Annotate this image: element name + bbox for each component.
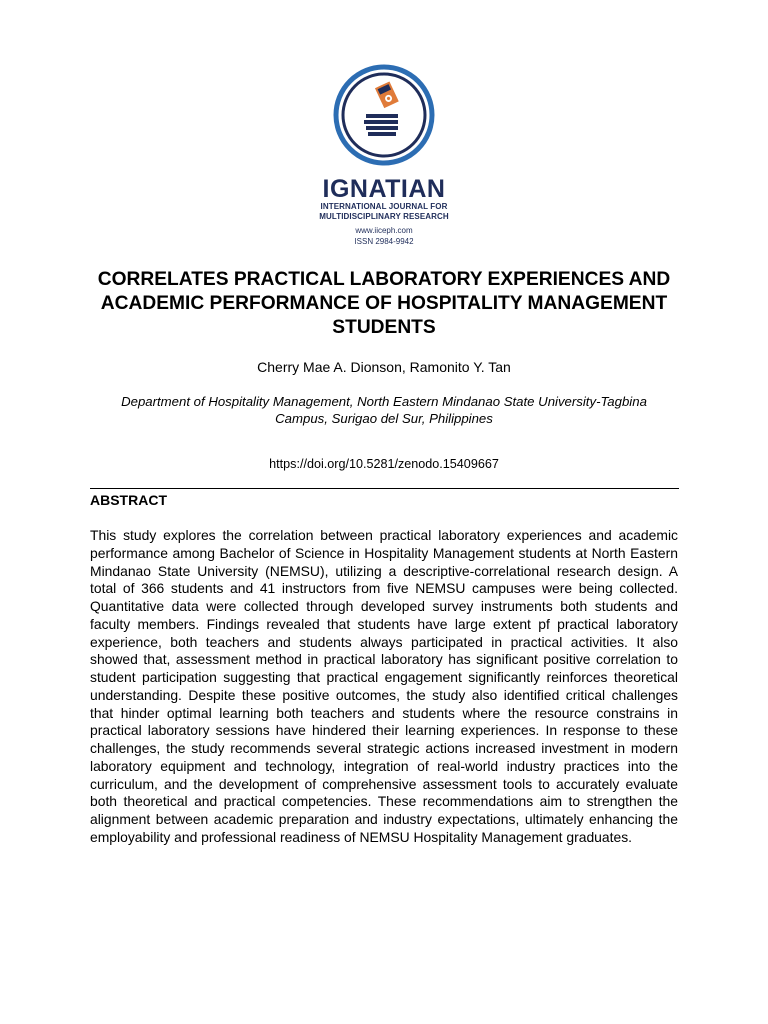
journal-emblem-icon <box>332 56 436 174</box>
journal-name: IGNATIAN <box>322 175 446 203</box>
journal-logo <box>296 56 472 256</box>
paper-authors: Cherry Mae A. Dionson, Ramonito Y. Tan <box>257 359 511 375</box>
paper-affiliation: Department of Hospitality Management, North Eastern Mindanao State University-Tagbina Campus, Surigao del Sur, Philippines <box>121 394 647 426</box>
abstract-text: This study explores the correlation between practical laboratory experiences and academic performance among Bachelor of Science in Hospitality Management students at North Eastern Mindanao State University (NEMSU), utilizing a descriptive-correlational research design. A total of 366 students and 41 instructors from five NEMSU campuses were being collected. Quantitative data were collected through developed survey instruments both students and faculty members. Findings revealed that students have large extent pf practical laboratory experience, both teachers and students always participated in practical activities. It also showed that, assessment method in practical laboratory has significant positive correlation to student participation suggesting that practical engagement significantly reinforces theoretical understanding. Despite these positive outcomes, the study also identified critical challenges that hinder optimal learning both teachers and students where the resource constrains in practical laboratory sessions have hindered their learning experiences. In response to these challenges, the study recommends several strategic actions increased investment in modern laboratory equipment and technology, integration of real-world industry practices into the curriculum, and the development of comprehensive assessment tools to accurately evaluate both theoretical and practical competencies. These recommendations aim to strengthen the alignment between academic preparation and industry expectations, ultimately enhancing the employability and professional readiness of NEMSU Hospitality Management graduates. <box>90 527 678 845</box>
paper-doi-link[interactable]: https://doi.org/10.5281/zenodo.15409667 <box>269 457 499 471</box>
journal-issn: ISSN 2984-9942 <box>354 237 414 246</box>
journal-subtitle-line2: MULTIDISCIPLINARY RESEARCH <box>319 211 449 221</box>
paper-title: CORRELATES PRACTICAL LABORATORY EXPERIENCES AND ACADEMIC PERFORMANCE OF HOSPITALITY MANAGEMENT STUDENTS <box>97 269 671 338</box>
abstract-heading: ABSTRACT <box>90 492 167 508</box>
section-divider <box>90 488 679 489</box>
journal-subtitle-line1: INTERNATIONAL JOURNAL FOR <box>320 202 448 211</box>
journal-website[interactable]: www.iiceph.com <box>355 226 413 235</box>
